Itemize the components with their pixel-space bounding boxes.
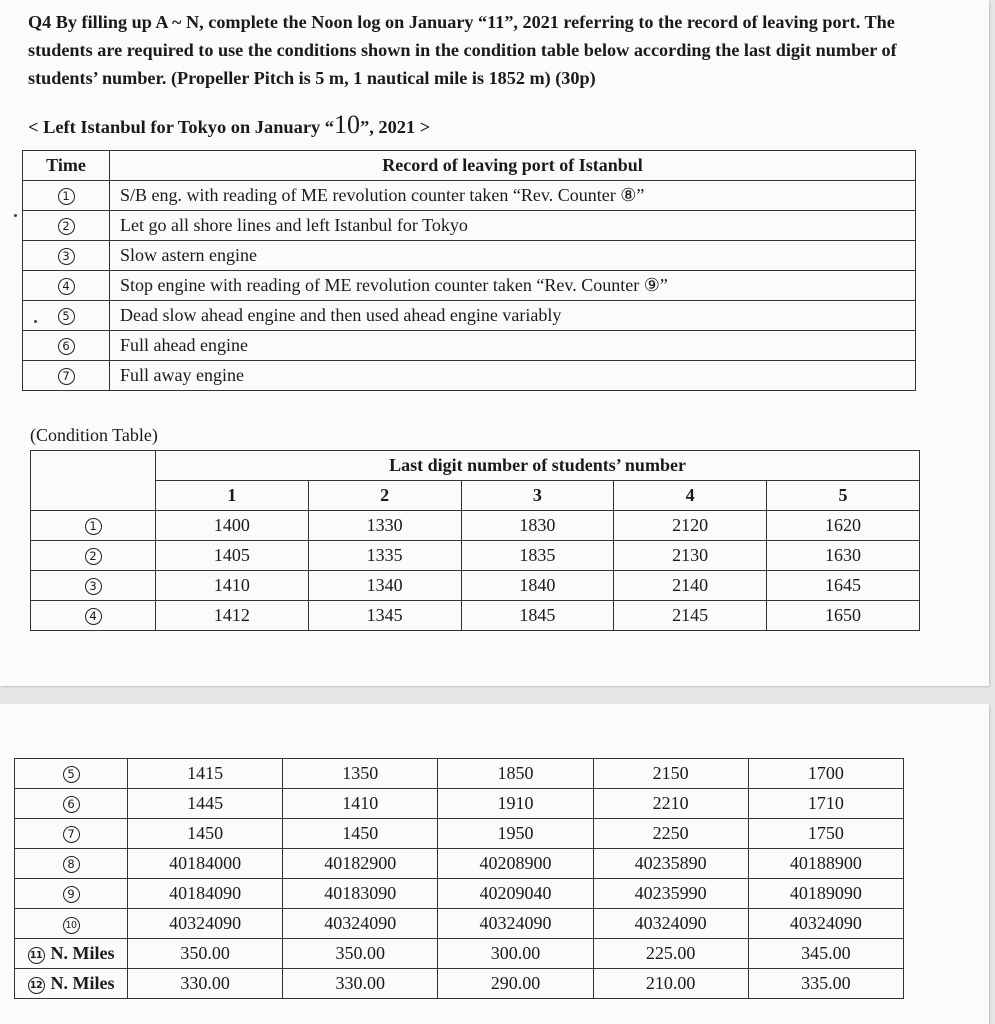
value-cell: 1412 bbox=[156, 601, 309, 631]
value-cell: 1450 bbox=[128, 819, 283, 849]
record-cell: Full away engine bbox=[110, 361, 916, 391]
row-header bbox=[31, 511, 156, 541]
table-row bbox=[31, 571, 920, 601]
value-cell: 2150 bbox=[593, 759, 748, 789]
value-cell: 1645 bbox=[767, 571, 920, 601]
value-cell: 1910 bbox=[438, 789, 593, 819]
subtitle bbox=[28, 110, 430, 140]
value-cell: 1840 bbox=[461, 571, 614, 601]
value-cell: 1620 bbox=[767, 511, 920, 541]
row-header bbox=[15, 879, 128, 909]
circled-number-icon: 3 bbox=[58, 248, 75, 265]
circled-number-icon: 5 bbox=[58, 308, 75, 325]
digit-header: 5 bbox=[767, 481, 920, 511]
value-cell: 345.00 bbox=[748, 939, 903, 969]
table-row bbox=[15, 909, 904, 939]
record-header: Record of leaving port of Istanbul bbox=[110, 151, 916, 181]
record-cell: Dead slow ahead engine and then used ahead engine variably bbox=[110, 301, 916, 331]
circled-number-icon: 6 bbox=[63, 796, 80, 813]
value-cell: 2120 bbox=[614, 511, 767, 541]
value-cell: 40184000 bbox=[128, 849, 283, 879]
value-cell: 300.00 bbox=[438, 939, 593, 969]
circled-number-icon: 2 bbox=[85, 548, 102, 565]
circled-number-icon: 8 bbox=[63, 856, 80, 873]
value-cell: 1845 bbox=[461, 601, 614, 631]
value-cell: 40235990 bbox=[593, 879, 748, 909]
scan-dot bbox=[14, 214, 17, 217]
scan-dot bbox=[34, 320, 37, 323]
row-header bbox=[15, 759, 128, 789]
value-cell: 1835 bbox=[461, 541, 614, 571]
table-row bbox=[15, 879, 904, 909]
circled-number-icon: 7 bbox=[63, 826, 80, 843]
value-cell: 1710 bbox=[748, 789, 903, 819]
row-unit-label: N. Miles bbox=[50, 973, 115, 993]
value-cell: 40324090 bbox=[128, 909, 283, 939]
row-unit-label: N. Miles bbox=[50, 943, 115, 963]
value-cell: 335.00 bbox=[748, 969, 903, 999]
table-row bbox=[31, 601, 920, 631]
time-header: Time bbox=[23, 151, 110, 181]
time-cell bbox=[23, 211, 110, 241]
value-cell: 1340 bbox=[308, 571, 461, 601]
row-header bbox=[15, 849, 128, 879]
value-cell: 1345 bbox=[308, 601, 461, 631]
table-row bbox=[23, 181, 916, 211]
circled-number-icon: 7 bbox=[58, 368, 75, 385]
circled-number-icon: 3 bbox=[85, 578, 102, 595]
digit-header: 3 bbox=[461, 481, 614, 511]
row-header bbox=[15, 969, 128, 999]
value-cell: 1850 bbox=[438, 759, 593, 789]
record-cell: Let go all shore lines and left Istanbul for Tokyo bbox=[110, 211, 916, 241]
value-cell: 40189090 bbox=[748, 879, 903, 909]
value-cell: 1650 bbox=[767, 601, 920, 631]
value-cell: 1950 bbox=[438, 819, 593, 849]
record-cell: Stop engine with reading of ME revolution counter taken “Rev. Counter ⑨” bbox=[110, 271, 916, 301]
row-header bbox=[31, 541, 156, 571]
subtitle-date: 10 bbox=[334, 110, 360, 139]
value-cell: 40324090 bbox=[593, 909, 748, 939]
table-row bbox=[15, 789, 904, 819]
table-row bbox=[23, 211, 916, 241]
value-cell: 2140 bbox=[614, 571, 767, 601]
digit-header: 2 bbox=[308, 481, 461, 511]
value-cell: 2130 bbox=[614, 541, 767, 571]
value-cell: 1700 bbox=[748, 759, 903, 789]
value-cell: 40208900 bbox=[438, 849, 593, 879]
circled-number-icon: 10 bbox=[63, 917, 80, 934]
circled-number-icon: 2 bbox=[58, 218, 75, 235]
value-cell: 40209040 bbox=[438, 879, 593, 909]
value-cell: 40324090 bbox=[283, 909, 438, 939]
question-text: Q4 By filling up A ~ N, complete the Noon log on January “11”, 2021 referring to the record of leaving port. The students are required to use the conditions shown in the condition table below according the last digit number of students’ number. (Propeller Pitch is 5 m, 1 nautical mile is 1852 m) (30p) bbox=[28, 12, 897, 88]
digit-header: 4 bbox=[614, 481, 767, 511]
value-cell: 40235890 bbox=[593, 849, 748, 879]
table-row bbox=[31, 511, 920, 541]
value-cell: 225.00 bbox=[593, 939, 748, 969]
circled-number-icon: 11 bbox=[28, 947, 45, 964]
row-header bbox=[15, 789, 128, 819]
table-row bbox=[15, 819, 904, 849]
corner-cell bbox=[31, 451, 156, 511]
table-row bbox=[15, 939, 904, 969]
circled-number-icon: 9 bbox=[63, 886, 80, 903]
record-cell: Slow astern engine bbox=[110, 241, 916, 271]
table-row bbox=[23, 271, 916, 301]
table-row bbox=[23, 301, 916, 331]
value-cell: 40184090 bbox=[128, 879, 283, 909]
value-cell: 290.00 bbox=[438, 969, 593, 999]
table-row bbox=[23, 331, 916, 361]
value-cell: 40188900 bbox=[748, 849, 903, 879]
digit-header: 1 bbox=[156, 481, 309, 511]
value-cell: 1400 bbox=[156, 511, 309, 541]
time-cell bbox=[23, 331, 110, 361]
value-cell: 1330 bbox=[308, 511, 461, 541]
value-cell: 330.00 bbox=[283, 969, 438, 999]
record-cell: S/B eng. with reading of ME revolution counter taken “Rev. Counter ⑧” bbox=[110, 181, 916, 211]
value-cell: 40324090 bbox=[438, 909, 593, 939]
row-header bbox=[15, 939, 128, 969]
condition-table-label: (Condition Table) bbox=[30, 425, 158, 445]
value-cell: 1405 bbox=[156, 541, 309, 571]
time-cell bbox=[23, 241, 110, 271]
circled-number-icon: 1 bbox=[58, 188, 75, 205]
table-row bbox=[15, 759, 904, 789]
last-digit-header: Last digit number of students’ number bbox=[156, 451, 920, 481]
table-row bbox=[23, 241, 916, 271]
value-cell: 210.00 bbox=[593, 969, 748, 999]
value-cell: 2210 bbox=[593, 789, 748, 819]
circled-number-icon: 6 bbox=[58, 338, 75, 355]
value-cell: 2145 bbox=[614, 601, 767, 631]
value-cell: 40183090 bbox=[283, 879, 438, 909]
value-cell: 1830 bbox=[461, 511, 614, 541]
value-cell: 350.00 bbox=[283, 939, 438, 969]
time-cell bbox=[23, 181, 110, 211]
table-row bbox=[31, 541, 920, 571]
table-row bbox=[15, 969, 904, 999]
record-cell: Full ahead engine bbox=[110, 331, 916, 361]
record-table bbox=[22, 150, 916, 391]
value-cell: 1445 bbox=[128, 789, 283, 819]
value-cell: 1350 bbox=[283, 759, 438, 789]
subtitle-after: ”, 2021 > bbox=[360, 117, 431, 137]
table-row bbox=[23, 361, 916, 391]
value-cell: 1450 bbox=[283, 819, 438, 849]
circled-number-icon: 5 bbox=[63, 766, 80, 783]
circled-number-icon: 4 bbox=[58, 278, 75, 295]
circled-number-icon: 1 bbox=[85, 518, 102, 535]
condition-table bbox=[30, 450, 920, 631]
value-cell: 1410 bbox=[156, 571, 309, 601]
value-cell: 40324090 bbox=[748, 909, 903, 939]
value-cell: 1410 bbox=[283, 789, 438, 819]
time-cell bbox=[23, 301, 110, 331]
value-cell: 40182900 bbox=[283, 849, 438, 879]
value-cell: 1335 bbox=[308, 541, 461, 571]
value-cell: 2250 bbox=[593, 819, 748, 849]
table-row bbox=[15, 849, 904, 879]
circled-number-icon: 4 bbox=[85, 608, 102, 625]
row-header bbox=[15, 909, 128, 939]
subtitle-before: < Left Istanbul for Tokyo on January “ bbox=[28, 117, 334, 137]
value-cell: 330.00 bbox=[128, 969, 283, 999]
value-cell: 1415 bbox=[128, 759, 283, 789]
time-cell bbox=[23, 361, 110, 391]
row-header bbox=[31, 601, 156, 631]
value-cell: 1750 bbox=[748, 819, 903, 849]
value-cell: 1630 bbox=[767, 541, 920, 571]
row-header bbox=[31, 571, 156, 601]
row-header bbox=[15, 819, 128, 849]
time-cell bbox=[23, 271, 110, 301]
condition-table-continued bbox=[14, 758, 904, 999]
value-cell: 350.00 bbox=[128, 939, 283, 969]
circled-number-icon: 12 bbox=[28, 977, 45, 994]
